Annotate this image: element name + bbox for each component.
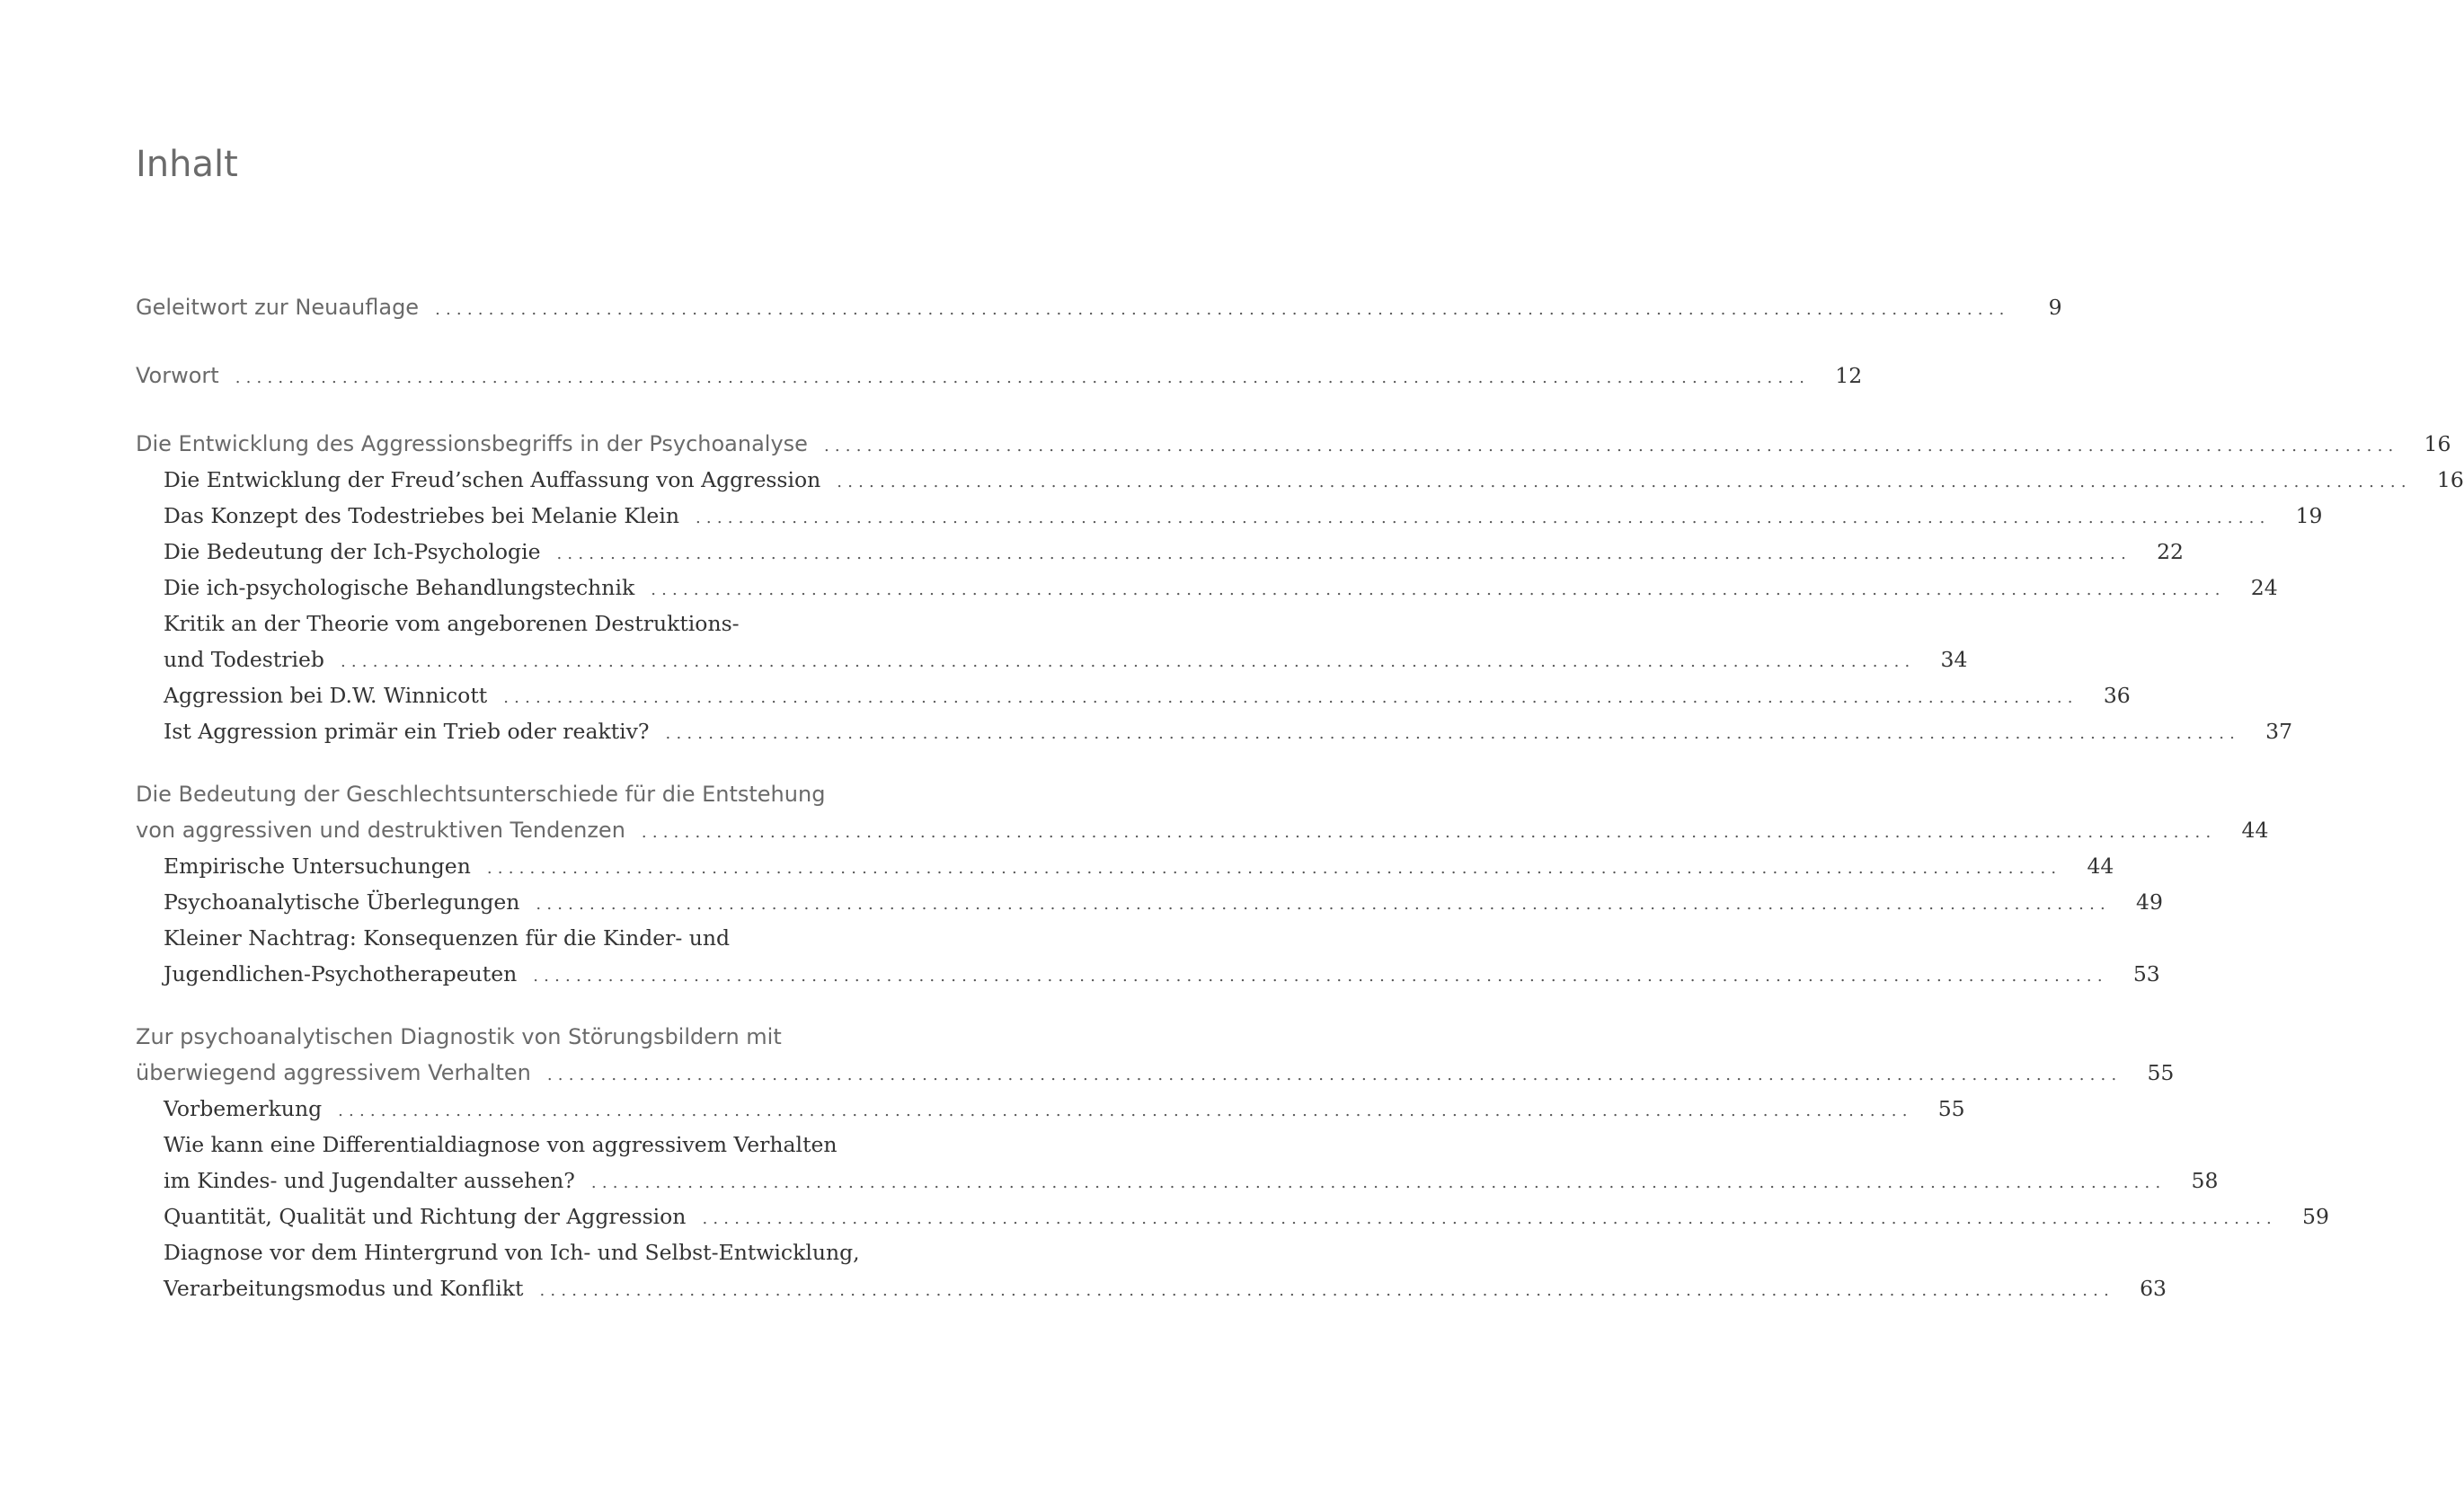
toc-entry-title: Vorwort — [136, 363, 219, 388]
toc-page-number: 59 — [2302, 1204, 2329, 1229]
dot-leader: ................................................................................................................................................... — [556, 544, 2132, 563]
dot-leader: ................................................................................................................................................... — [651, 580, 2226, 599]
toc-entry-title: Quantität, Qualität und Richtung der Aggression — [164, 1204, 687, 1229]
toc-subentry[interactable] — [136, 462, 2464, 498]
toc-entry[interactable] — [136, 358, 1863, 394]
toc-page-number: 9 — [2048, 295, 2062, 320]
toc-page-number: 19 — [2295, 503, 2323, 528]
toc-subentry-line2[interactable] — [136, 956, 2160, 992]
toc-subentry-line1[interactable] — [136, 920, 910, 956]
toc-entry-title-cont: Jugendlichen-Psychotherapeuten — [164, 961, 518, 986]
dot-leader: ................................................................................................................................................... — [533, 967, 2108, 986]
toc-subentry-line2[interactable] — [136, 641, 1968, 677]
toc-entry-title-cont: überwiegend aggressivem Verhalten — [136, 1060, 531, 1085]
toc-subentry-line2[interactable] — [136, 1163, 2219, 1199]
toc-page-number: 49 — [2136, 889, 2163, 915]
toc-subentry-line1[interactable] — [136, 1234, 910, 1270]
toc-entry-title: Diagnose vor dem Hintergrund von Ich- und Selbst-Entwicklung, — [164, 1240, 860, 1265]
dot-leader: ................................................................................................................................................... — [590, 1173, 2167, 1192]
toc-page-number: 55 — [1937, 1096, 1965, 1121]
toc-subentry-line1[interactable] — [136, 606, 910, 641]
toc-page-number: 16 — [2424, 431, 2451, 456]
toc-page-number: 16 — [2436, 467, 2464, 492]
dot-leader: ................................................................................................................................................... — [823, 437, 2399, 456]
toc-page-number: 22 — [2157, 539, 2184, 564]
toc-entry-title: Das Konzept des Todestriebes bei Melanie Klein — [164, 503, 679, 528]
toc-page-number: 58 — [2191, 1168, 2219, 1193]
toc-subentry[interactable] — [136, 534, 2184, 570]
dot-leader: ................................................................................................................................................... — [837, 473, 2412, 491]
toc-page-number: 34 — [1940, 647, 1968, 672]
toc-page-number: 44 — [2241, 818, 2269, 843]
dot-leader: ................................................................................................................................................... — [665, 724, 2241, 743]
dot-leader: ................................................................................................................................................... — [503, 688, 2078, 707]
toc-entry-title: Psychoanalytische Überlegungen — [164, 889, 520, 915]
toc-page-number: 53 — [2132, 961, 2160, 986]
toc-entry-title-cont: im Kindes- und Jugendalter aussehen? — [164, 1168, 575, 1193]
page-title: Inhalt — [136, 144, 238, 185]
toc-subentry[interactable] — [136, 570, 2278, 606]
toc-subentry[interactable] — [136, 498, 2323, 534]
toc-subentry[interactable] — [136, 677, 2131, 713]
dot-leader: ................................................................................................................................................... — [536, 895, 2111, 914]
toc-chapter[interactable] — [136, 426, 2451, 462]
toc-chapter-line2[interactable] — [136, 1055, 2175, 1091]
toc-entry-title: Die ich-psychologische Behandlungstechnik — [164, 575, 635, 600]
toc-entry-title: Empirische Untersuchungen — [164, 854, 471, 879]
toc-entry[interactable] — [136, 289, 2062, 325]
dot-leader: ................................................................................................................................................... — [235, 368, 1811, 387]
toc-entry-title: Die Entwicklung der Freud’schen Auffassung von Aggression — [164, 467, 821, 492]
toc-subentry[interactable] — [136, 848, 2114, 884]
toc-entry-title: Geleitwort zur Neuauflage — [136, 295, 420, 320]
toc-entry-title: Kleiner Nachtrag: Konsequenzen für die Kinder- und — [164, 925, 731, 951]
toc-entry-title: Die Entwicklung des Aggressionsbegriffs in der Psychoanalyse — [136, 431, 808, 456]
toc-chapter-line1[interactable] — [136, 1019, 910, 1055]
toc-page-number: 24 — [2250, 575, 2278, 600]
toc-page-number: 55 — [2147, 1060, 2175, 1085]
dot-leader: ................................................................................................................................................... — [340, 652, 1916, 671]
toc-page-number: 37 — [2265, 719, 2293, 744]
dot-leader: ................................................................................................................................................... — [696, 509, 2271, 527]
toc-entry-title: Die Bedeutung der Ich-Psychologie — [164, 539, 541, 564]
dot-leader: ................................................................................................................................................... — [435, 300, 2010, 319]
toc-subentry-line1[interactable] — [136, 1127, 910, 1163]
toc-entry-title: Wie kann eine Differentialdiagnose von aggressivem Verhalten — [164, 1132, 838, 1157]
toc-entry-title-cont: und Todestrieb — [164, 647, 324, 672]
table-of-contents — [136, 289, 2464, 1306]
toc-entry-title: Vorbemerkung — [164, 1096, 323, 1121]
toc-subentry[interactable] — [136, 713, 2293, 749]
toc-page-number: 36 — [2103, 683, 2131, 708]
dot-leader: ................................................................................................................................................... — [486, 859, 2062, 878]
toc-subentry[interactable] — [136, 1199, 2329, 1234]
toc-entry-title: Zur psychoanalytischen Diagnostik von Störungsbildern mit — [136, 1024, 782, 1049]
toc-page-number: 12 — [1835, 363, 1863, 388]
dot-leader: ................................................................................................................................................... — [338, 1101, 1913, 1120]
toc-entry-title-cont: von aggressiven und destruktiven Tendenzen — [136, 818, 625, 843]
toc-subentry[interactable] — [136, 884, 2163, 920]
toc-chapter-line2[interactable] — [136, 812, 2269, 848]
toc-entry-title-cont: Verarbeitungsmodus und Konflikt — [164, 1276, 524, 1301]
toc-chapter-line1[interactable] — [136, 776, 910, 812]
dot-leader: ................................................................................................................................................... — [546, 1066, 2123, 1084]
toc-entry-title: Aggression bei D.W. Winnicott — [164, 683, 488, 708]
dot-leader: ................................................................................................................................................... — [539, 1281, 2114, 1300]
dot-leader: ................................................................................................................................................... — [702, 1209, 2277, 1228]
toc-subentry[interactable] — [136, 1091, 1965, 1127]
toc-page-number: 44 — [2087, 854, 2114, 879]
dot-leader: ................................................................................................................................................... — [641, 823, 2217, 842]
toc-entry-title: Ist Aggression primär ein Trieb oder reaktiv? — [164, 719, 650, 744]
toc-entry-title: Die Bedeutung der Geschlechtsunterschiede für die Entstehung — [136, 782, 826, 807]
toc-subentry-line2[interactable] — [136, 1270, 2167, 1306]
toc-page-number: 63 — [2140, 1276, 2167, 1301]
toc-entry-title: Kritik an der Theorie vom angeborenen Destruktions- — [164, 611, 740, 636]
